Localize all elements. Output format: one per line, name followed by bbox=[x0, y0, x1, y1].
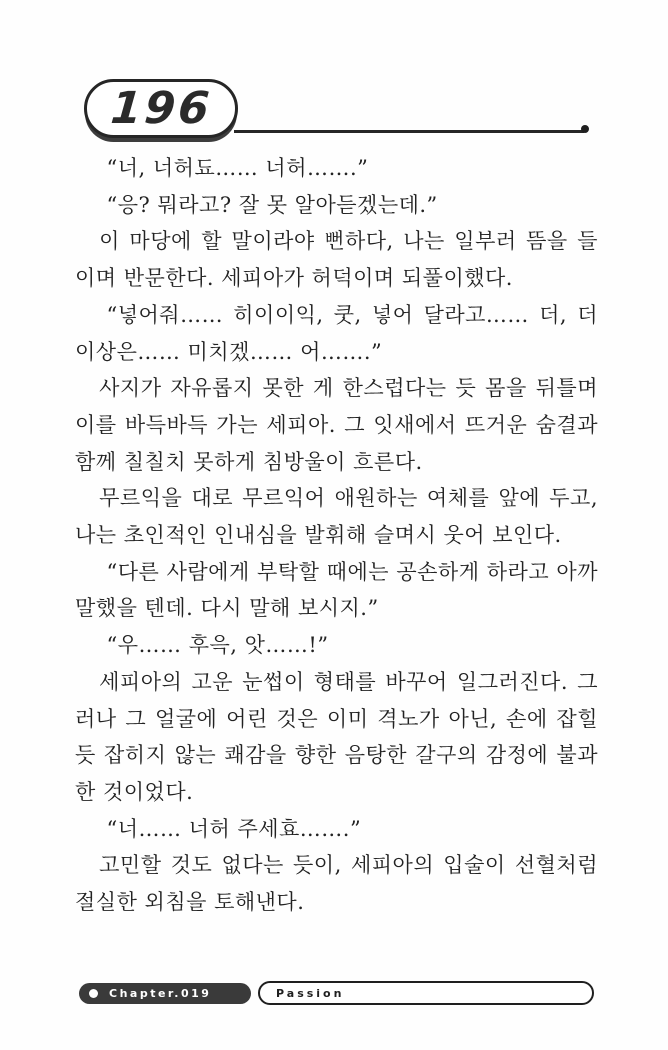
footer-section-badge bbox=[258, 981, 594, 1005]
header-divider bbox=[234, 130, 584, 133]
chapter-label: Chapter.019 bbox=[109, 986, 212, 1000]
text-body bbox=[75, 150, 598, 921]
paragraph: “다른 사람에게 부탁할 때에는 공손하게 하라고 아까 말했을 텐데. 다시 말해 보시지.” bbox=[75, 559, 598, 621]
paragraph: 세피아의 고운 눈썹이 형태를 바꾸어 일그러진다. 그러나 그 얼굴에 어린 것은 이미 격노가 아닌, 손에 잡힐 듯 잡히지 않는 쾌감을 향한 음탕한 갈구의 감정에 불과한 것이었다. bbox=[75, 669, 598, 804]
paragraph: 이 마당에 할 말이라야 뻔하다, 나는 일부러 뜸을 들이며 반문한다. 세피아가 허덕이며 되풀이했다. bbox=[75, 229, 598, 291]
paragraph: “우…… 후윽, 앗……!” bbox=[106, 633, 329, 658]
page-number: 196 bbox=[108, 83, 214, 134]
paragraph: “너, 너허됴…… 너허…….” bbox=[106, 156, 369, 180]
paragraph: “너…… 너허 주세효…….” bbox=[106, 816, 362, 841]
paragraph: “넣어줘…… 히이이익, 쿳, 넣어 달라고…… 더, 더 이상은…… 미치겠…… 어…….” bbox=[75, 302, 598, 364]
paragraph: 무르익을 대로 무르익어 애원하는 여체를 앞에 두고, 나는 초인적인 인내심을 발휘해 슬며시 웃어 보인다. bbox=[75, 486, 598, 548]
footer-chapter-badge bbox=[79, 983, 251, 1004]
bullet-circle-icon bbox=[89, 989, 98, 998]
paragraph: “응? 뭐라고? 잘 못 알아듣겠는데.” bbox=[106, 192, 438, 217]
section-label: Passion bbox=[276, 986, 345, 1000]
paragraph: 고민할 것도 없다는 듯이, 세피아의 입술이 선혈처럼 절실한 외침을 토해낸다. bbox=[75, 853, 598, 915]
ring-icon bbox=[581, 125, 589, 133]
paragraph: 사지가 자유롭지 못한 게 한스럽다는 듯 몸을 뒤틀며 이를 바득바득 가는 세피아. 그 잇새에서 뜨거운 숨결과 함께 칠칠치 못하게 침방울이 흐른다. bbox=[75, 376, 598, 474]
page-number-badge bbox=[84, 79, 238, 138]
